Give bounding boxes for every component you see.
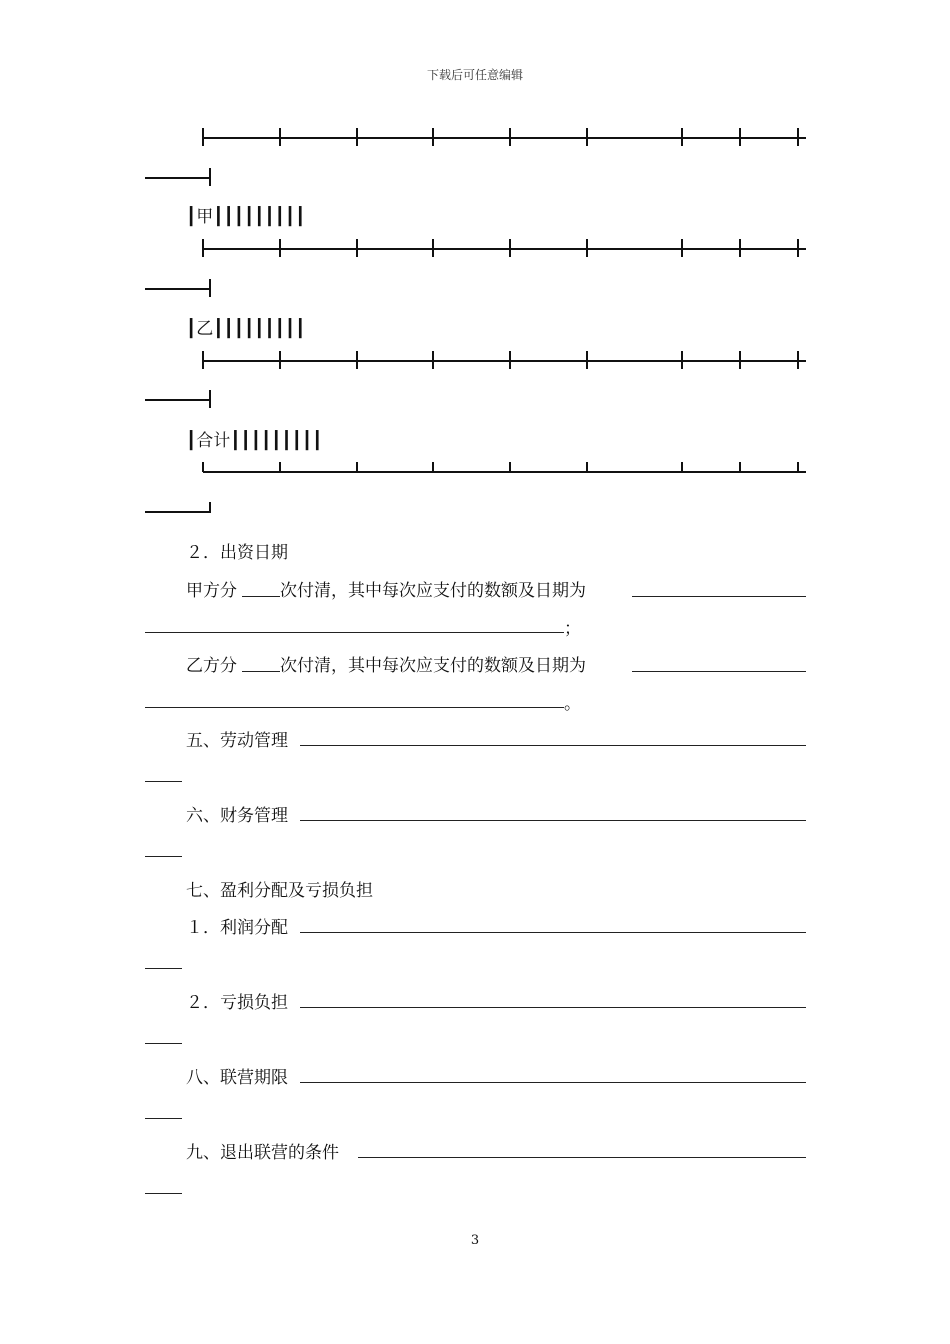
table-row-party-a: ┃甲┃┃┃┃┃┃┃┃┃: [186, 207, 306, 227]
clause-term-heading: 八、联营期限: [186, 1068, 288, 1088]
clause-exit-blank[interactable]: [358, 1157, 806, 1158]
table-tick: [586, 239, 588, 257]
table-tick: [586, 128, 588, 146]
party-b-amount-blank-continued[interactable]: [145, 707, 564, 708]
table-rule: [203, 360, 806, 362]
party-a-amount-blank-continued[interactable]: [145, 632, 564, 633]
clause-exit-heading: 九、退出联营的条件: [186, 1143, 339, 1163]
party-a-end: ；: [564, 619, 581, 639]
clause-finance-blank-continued[interactable]: [145, 856, 182, 857]
page-number: 3: [470, 1233, 480, 1248]
party-a-amount-blank[interactable]: [632, 596, 806, 597]
party-b-installments-blank[interactable]: [242, 671, 280, 672]
table-tick: [797, 351, 799, 369]
loss-bearing-heading: ２．亏损负担: [186, 993, 288, 1013]
table-tick: [509, 351, 511, 369]
profit-distribution-blank[interactable]: [300, 932, 806, 933]
table-tick: [356, 351, 358, 369]
table-row-party-b: ┃乙┃┃┃┃┃┃┃┃┃: [186, 319, 306, 339]
table-rule: [145, 511, 211, 513]
table-tick: [209, 279, 211, 297]
party-b-end: 。: [564, 694, 581, 714]
payment-date-heading: ２．出资日期: [186, 543, 288, 563]
profit-distribution-heading: １．利润分配: [186, 918, 288, 938]
table-tick: [209, 390, 211, 408]
party-a-installments-blank[interactable]: [242, 596, 280, 597]
table-row-total: ┃合计┃┃┃┃┃┃┃┃┃: [186, 431, 323, 451]
table-tick: [356, 128, 358, 146]
clause-labor-heading: 五、劳动管理: [186, 731, 288, 751]
table-tick: [356, 239, 358, 257]
clause-term-blank-continued[interactable]: [145, 1118, 182, 1119]
table-tick: [202, 462, 204, 472]
table-rule: [203, 137, 806, 139]
table-rule: [145, 288, 211, 290]
clause-profit-heading: 七、盈利分配及亏损负担: [186, 881, 373, 901]
party-b-prefix: 乙方分: [186, 656, 237, 676]
table-tick: [432, 239, 434, 257]
table-tick: [509, 239, 511, 257]
table-tick: [202, 239, 204, 257]
table-tick: [202, 351, 204, 369]
clause-finance-heading: 六、财务管理: [186, 806, 288, 826]
table-tick: [586, 351, 588, 369]
table-rule: [203, 471, 806, 473]
clause-labor-blank-continued[interactable]: [145, 781, 182, 782]
table-tick: [279, 351, 281, 369]
table-tick: [681, 239, 683, 257]
loss-bearing-blank-continued[interactable]: [145, 1043, 182, 1044]
party-a-prefix: 甲方分: [186, 581, 237, 601]
table-tick: [739, 351, 741, 369]
party-b-amount-blank[interactable]: [632, 671, 806, 672]
party-a-suffix: 次付清，其中每次应支付的数额及日期为: [280, 581, 586, 601]
table-tick: [797, 239, 799, 257]
table-tick: [739, 128, 741, 146]
table-tick: [681, 128, 683, 146]
table-tick: [739, 239, 741, 257]
table-tick: [797, 128, 799, 146]
profit-distribution-blank-continued[interactable]: [145, 968, 182, 969]
table-tick: [681, 462, 683, 472]
table-tick: [279, 239, 281, 257]
table-tick: [586, 462, 588, 472]
clause-finance-blank[interactable]: [300, 820, 806, 821]
table-tick: [432, 128, 434, 146]
table-tick: [209, 502, 211, 512]
table-rule: [145, 399, 211, 401]
table-rule: [203, 248, 806, 250]
clause-term-blank[interactable]: [300, 1082, 806, 1083]
table-tick: [681, 351, 683, 369]
table-tick: [432, 462, 434, 472]
table-tick: [356, 462, 358, 472]
table-tick: [279, 128, 281, 146]
table-rule: [145, 177, 211, 179]
table-tick: [797, 462, 799, 472]
table-tick: [432, 351, 434, 369]
table-tick: [279, 462, 281, 472]
table-tick: [739, 462, 741, 472]
clause-labor-blank[interactable]: [300, 745, 806, 746]
page-header: 下载后可任意编辑: [426, 68, 523, 82]
loss-bearing-blank[interactable]: [300, 1007, 806, 1008]
table-tick: [209, 168, 211, 186]
party-b-suffix: 次付清，其中每次应支付的数额及日期为: [280, 656, 586, 676]
table-tick: [202, 128, 204, 146]
table-tick: [509, 128, 511, 146]
clause-exit-blank-continued[interactable]: [145, 1193, 182, 1194]
table-tick: [509, 462, 511, 472]
